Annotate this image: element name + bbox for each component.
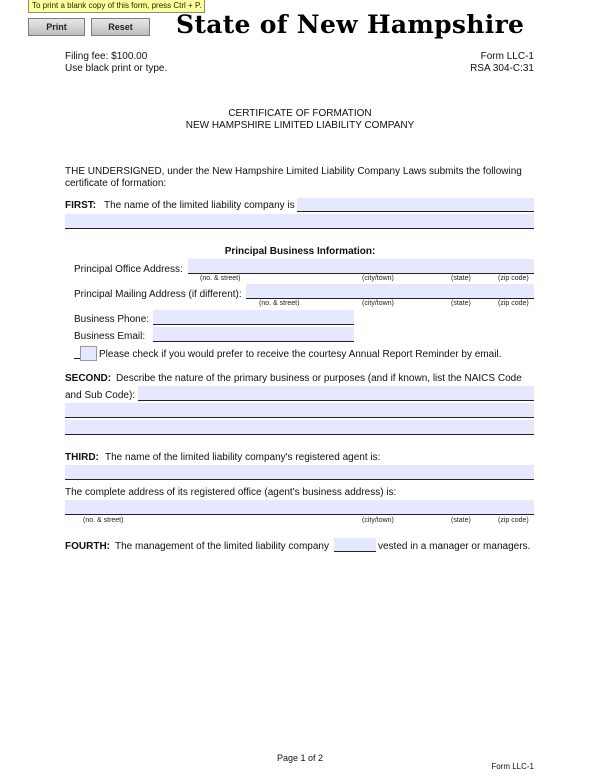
registered-agent-field[interactable] bbox=[65, 465, 534, 480]
third-label: THIRD: bbox=[65, 452, 99, 463]
office-address-field[interactable] bbox=[188, 259, 534, 274]
certificate-subtitle: NEW HAMPSHIRE LIMITED LIABILITY COMPANY bbox=[185, 120, 415, 131]
second-text-2: and Sub Code): bbox=[65, 390, 136, 401]
first-label: FIRST: bbox=[65, 200, 97, 211]
page-number: Page 1 of 2 bbox=[276, 753, 324, 763]
mailing-address-field[interactable] bbox=[246, 284, 534, 299]
business-purpose-field-line-2[interactable] bbox=[65, 403, 534, 418]
office-state-caption: (state) bbox=[451, 275, 471, 282]
mailing-city-caption: (city/town) bbox=[362, 300, 394, 307]
company-name-field[interactable] bbox=[297, 198, 534, 212]
office-address-label: Principal Office Address: bbox=[74, 264, 183, 275]
office-street-caption: (no. & street) bbox=[200, 275, 241, 282]
business-email-field[interactable] bbox=[153, 327, 354, 342]
fourth-text-after: vested in a manager or managers. bbox=[378, 541, 531, 552]
first-text: The name of the limited liability company is bbox=[104, 200, 295, 211]
agent-zip-caption: (zip code) bbox=[498, 517, 529, 524]
intro-line-2: certificate of formation: bbox=[65, 178, 167, 189]
second-text: Describe the nature of the primary business or purposes (and if known, list the NAICS Code bbox=[116, 373, 522, 384]
registered-office-field[interactable] bbox=[65, 500, 534, 515]
reminder-checkbox[interactable] bbox=[80, 346, 97, 361]
fourth-text-before: The management of the limited liability company bbox=[115, 541, 329, 552]
principal-heading: Principal Business Information: bbox=[224, 246, 376, 257]
business-phone-label: Business Phone: bbox=[74, 314, 150, 325]
certificate-title: CERTIFICATE OF FORMATION bbox=[228, 108, 372, 119]
print-instruction: Use black print or type. bbox=[65, 63, 168, 74]
business-phone-field[interactable] bbox=[153, 310, 354, 325]
mailing-address-label: Principal Mailing Address (if different): bbox=[74, 289, 242, 300]
intro-line-1: THE UNDERSIGNED, under the New Hampshire Limited Liability Company Laws submits the following bbox=[65, 166, 522, 177]
agent-city-caption: (city/town) bbox=[362, 517, 394, 524]
third-text: The name of the limited liability company's registered agent is: bbox=[105, 452, 381, 463]
fourth-label: FOURTH: bbox=[65, 541, 110, 552]
mailing-zip-caption: (zip code) bbox=[498, 300, 529, 307]
management-field[interactable] bbox=[334, 538, 376, 552]
company-name-field-line-2[interactable] bbox=[65, 214, 534, 229]
agent-state-caption: (state) bbox=[451, 517, 471, 524]
reset-button[interactable]: Reset bbox=[91, 18, 150, 36]
print-tooltip: To print a blank copy of this form, press Ctrl + P. bbox=[28, 0, 205, 13]
business-purpose-field-line-3[interactable] bbox=[65, 420, 534, 435]
office-zip-caption: (zip code) bbox=[498, 275, 529, 282]
print-button[interactable]: Print bbox=[28, 18, 85, 36]
second-label: SECOND: bbox=[65, 373, 112, 384]
business-email-label: Business Email: bbox=[74, 331, 146, 342]
business-purpose-field[interactable] bbox=[138, 386, 534, 401]
reminder-text: Please check if you would prefer to receive the courtesy Annual Report Reminder by email. bbox=[99, 349, 502, 360]
form-id: Form LLC-1 bbox=[480, 51, 534, 62]
mailing-street-caption: (no. & street) bbox=[259, 300, 300, 307]
agent-street-caption: (no. & street) bbox=[83, 517, 124, 524]
rsa-reference: RSA 304-C:31 bbox=[470, 63, 534, 74]
filing-fee: Filing fee: $100.00 bbox=[65, 51, 148, 62]
office-city-caption: (city/town) bbox=[362, 275, 394, 282]
state-title: State of New Hampshire bbox=[176, 10, 525, 39]
registered-office-text: The complete address of its registered office (agent's business address) is: bbox=[65, 487, 397, 498]
mailing-state-caption: (state) bbox=[451, 300, 471, 307]
footer-form-id: Form LLC-1 bbox=[491, 762, 534, 771]
